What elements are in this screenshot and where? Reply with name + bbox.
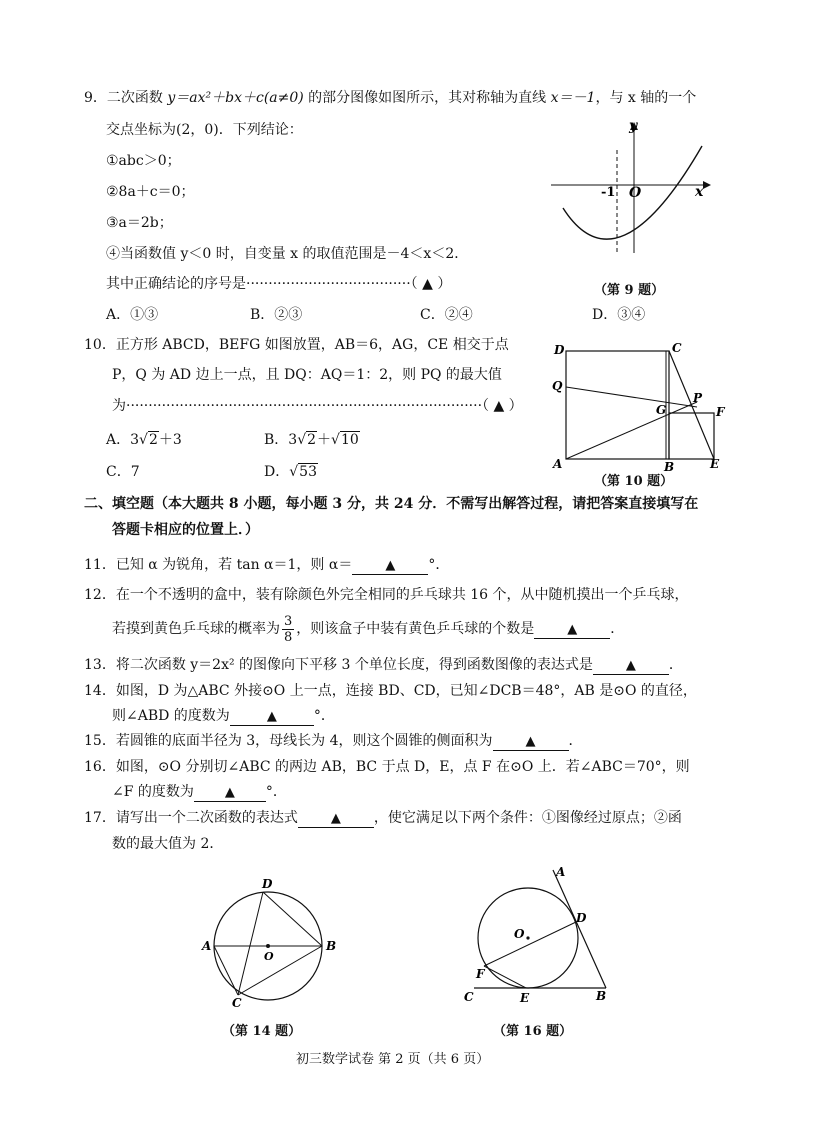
- q9-prompt: 其中正确结论的序号是·····································（ ▲ ）: [106, 276, 452, 292]
- fig16-label-f: F: [476, 967, 485, 981]
- fig16-tangent-circle-diagram: [460, 864, 620, 1004]
- q9-stem-b: 的部分图像如图所示，其对称轴为直线: [303, 90, 551, 106]
- fig9-label-y: y: [629, 118, 638, 134]
- q10-option-b: B．3√2＋√10: [264, 432, 359, 448]
- q14-post: °．: [313, 708, 335, 724]
- fig9-label-x: x: [695, 184, 704, 200]
- fig10-caption: （第 10 题）: [594, 474, 674, 489]
- fig10-label-c: C: [672, 341, 682, 355]
- q11: [84, 555, 449, 575]
- fig9-caption: （第 9 题）: [594, 283, 665, 298]
- fig14-label-o: O: [264, 950, 274, 963]
- fig10-label-f: F: [716, 405, 725, 419]
- fig16-label-d: D: [576, 911, 587, 925]
- q10-option-d: D．√53: [264, 464, 317, 480]
- q17-line1: [84, 808, 682, 828]
- section2-heading: 二、填空题（本大题共 8 小题，每小题 3 分，共 24 分．不需写出解答过程，请把答案直接填写在: [84, 496, 699, 512]
- q12-numerator: 3: [284, 613, 293, 629]
- q16-post: °．: [265, 784, 287, 800]
- q11-triangle: ▲: [385, 558, 396, 573]
- fig9-label-neg1: -1: [601, 185, 616, 200]
- q10-line1: 10．正方形 ABCD，BEFG 如图放置，AB＝6，AG，CE 相交于点: [84, 337, 509, 353]
- q12-line1: 12．在一个不透明的盒中，装有除颜色外完全相同的乒乓球共 16 个，从中随机摸出一个乒乓球，: [84, 587, 689, 603]
- q9-conclusion-4: ④当函数值 y＜0 时，自变量 x 的取值范围是－4＜x＜2．: [106, 246, 469, 262]
- fig10-label-g: G: [656, 403, 667, 417]
- q17-post: ，使它满足以下两个条件：①图像经过原点；②函: [373, 810, 682, 826]
- fig14-label-b: B: [326, 939, 337, 953]
- q9-conclusion-1: ①abc＞0；: [106, 153, 181, 169]
- q15: [84, 731, 583, 751]
- q14-line1: 14．如图，D 为△ABC 外接⊙O 上一点，连接 BD、CD，已知∠DCB＝48°，AB 是⊙O 的直径，: [84, 683, 697, 699]
- q16-triangle: ▲: [224, 785, 235, 800]
- fig14-circle-diagram: [200, 878, 340, 1008]
- q15-post: ．: [568, 733, 583, 749]
- fig10-label-p: P: [693, 391, 703, 405]
- q16-answer-blank[interactable]: [194, 784, 266, 802]
- page-footer: 初三数学试卷 第 2 页（共 6 页）: [296, 1052, 490, 1067]
- q14-triangle: ▲: [266, 709, 277, 724]
- q14-pre: 则∠ABD 的度数为: [112, 708, 230, 724]
- fig10-squares-diagram: [548, 340, 738, 474]
- fig10-label-q: Q: [552, 379, 563, 393]
- q9-formula: y＝ax²＋bx＋c(a≠0): [167, 90, 304, 106]
- q16-pre: ∠F 的度数为: [112, 784, 194, 800]
- q9-stem-c: ，与 x 轴的一个: [595, 90, 697, 106]
- q12-denominator: 8: [284, 629, 293, 645]
- q12-answer-blank[interactable]: [534, 621, 610, 639]
- q9-axis: x＝－1: [550, 90, 596, 106]
- q12-pre: 若摸到黄色乒乓球的概率为: [112, 621, 280, 637]
- q10-a-post: ＋3: [158, 432, 182, 448]
- q10-b-mid: ＋: [317, 432, 332, 448]
- fig16-caption: （第 16 题）: [493, 1024, 573, 1039]
- q10-line2: P，Q 为 AD 边上一点，且 DQ：AQ＝1：2，则 PQ 的最大值: [112, 367, 502, 383]
- q10-a-radicand: 2: [148, 432, 158, 448]
- fig16-label-o: O: [514, 927, 525, 941]
- q10-d-pre: D．: [264, 464, 290, 480]
- section2-heading-cont: 答题卡相应的位置上．）: [112, 522, 259, 538]
- q13-post: ．: [668, 657, 683, 673]
- q10-b-pre: B．3: [264, 432, 298, 448]
- q17-answer-blank[interactable]: [298, 810, 374, 828]
- q10-b-radicand-2: 10: [340, 432, 359, 448]
- q17-pre: 17．请写出一个二次函数的表达式: [84, 810, 298, 826]
- q15-answer-blank[interactable]: [493, 733, 569, 751]
- q11-post: °．: [428, 557, 450, 573]
- fig16-label-b: B: [596, 989, 607, 1003]
- q9-option-d: D．③④: [592, 307, 646, 323]
- fig14-caption: （第 14 题）: [222, 1024, 302, 1039]
- fig10-label-d: D: [554, 343, 565, 357]
- fig14-label-d: D: [262, 877, 273, 891]
- q10-a-pre: A．3: [106, 432, 140, 448]
- q9-conclusion-2: ②8a＋c＝0；: [106, 184, 195, 200]
- q9-stem-a: 9．二次函数: [84, 90, 168, 106]
- q9-conclusion-3: ③a＝2b；: [106, 215, 173, 231]
- q9-option-a: A．①③: [106, 307, 159, 323]
- q12-fraction: [282, 614, 294, 645]
- q11-answer-blank[interactable]: [352, 557, 428, 575]
- q12-post: ．: [610, 621, 625, 637]
- q17-line2: 数的最大值为 2．: [112, 836, 224, 852]
- q11-text: 11．已知 α 为锐角，若 tan α＝1，则 α＝: [84, 557, 353, 573]
- q10-line3: 为················································································（ ▲ ）: [112, 398, 523, 414]
- fig9-parabola-graph: [545, 118, 715, 258]
- q9-stem: [84, 88, 696, 108]
- q9-line2: 交点坐标为(2，0)．下列结论：: [106, 122, 303, 138]
- q10-option-a: A．3√2＋3: [106, 432, 182, 448]
- q12-triangle: ▲: [567, 622, 578, 637]
- q12-line2: [112, 611, 624, 647]
- q16-line2: [112, 782, 287, 802]
- fig16-label-a: A: [556, 865, 566, 879]
- q9-option-c: C．②④: [420, 307, 473, 323]
- fig16-label-e: E: [520, 991, 530, 1005]
- q10-b-radicand-1: 2: [307, 432, 317, 448]
- fig10-label-a: A: [553, 457, 563, 471]
- fig16-label-c: C: [464, 990, 474, 1004]
- q13-answer-blank[interactable]: [593, 657, 669, 675]
- q12-mid: ，则该盒子中装有黄色乒乓球的个数是: [296, 621, 535, 637]
- fig14-label-a: A: [202, 939, 212, 953]
- fig14-label-c: C: [232, 996, 242, 1010]
- q14-line2: [112, 706, 335, 726]
- fig9-label-origin: O: [629, 185, 642, 201]
- q9-option-b: B．②③: [250, 307, 303, 323]
- q10-option-c: C．7: [106, 464, 140, 480]
- q14-answer-blank[interactable]: [230, 708, 314, 726]
- q13-triangle: ▲: [625, 658, 636, 673]
- q10-d-radicand: 53: [299, 464, 317, 480]
- q16-line1: 16．如图，⊙O 分别切∠ABC 的两边 AB，BC 于点 D，E，点 F 在⊙O 上．若∠ABC＝70°，则: [84, 759, 690, 775]
- fig10-label-e: E: [710, 457, 720, 471]
- q13-text: 13．将二次函数 y＝2x² 的图像向下平移 3 个单位长度，得到函数图像的表达式是: [84, 657, 593, 673]
- fig10-label-b: B: [664, 460, 675, 474]
- q15-text: 15．若圆锥的底面半径为 3，母线长为 4，则这个圆锥的侧面积为: [84, 733, 493, 749]
- q13: [84, 655, 683, 675]
- q17-triangle: ▲: [330, 811, 341, 826]
- q15-triangle: ▲: [525, 734, 536, 749]
